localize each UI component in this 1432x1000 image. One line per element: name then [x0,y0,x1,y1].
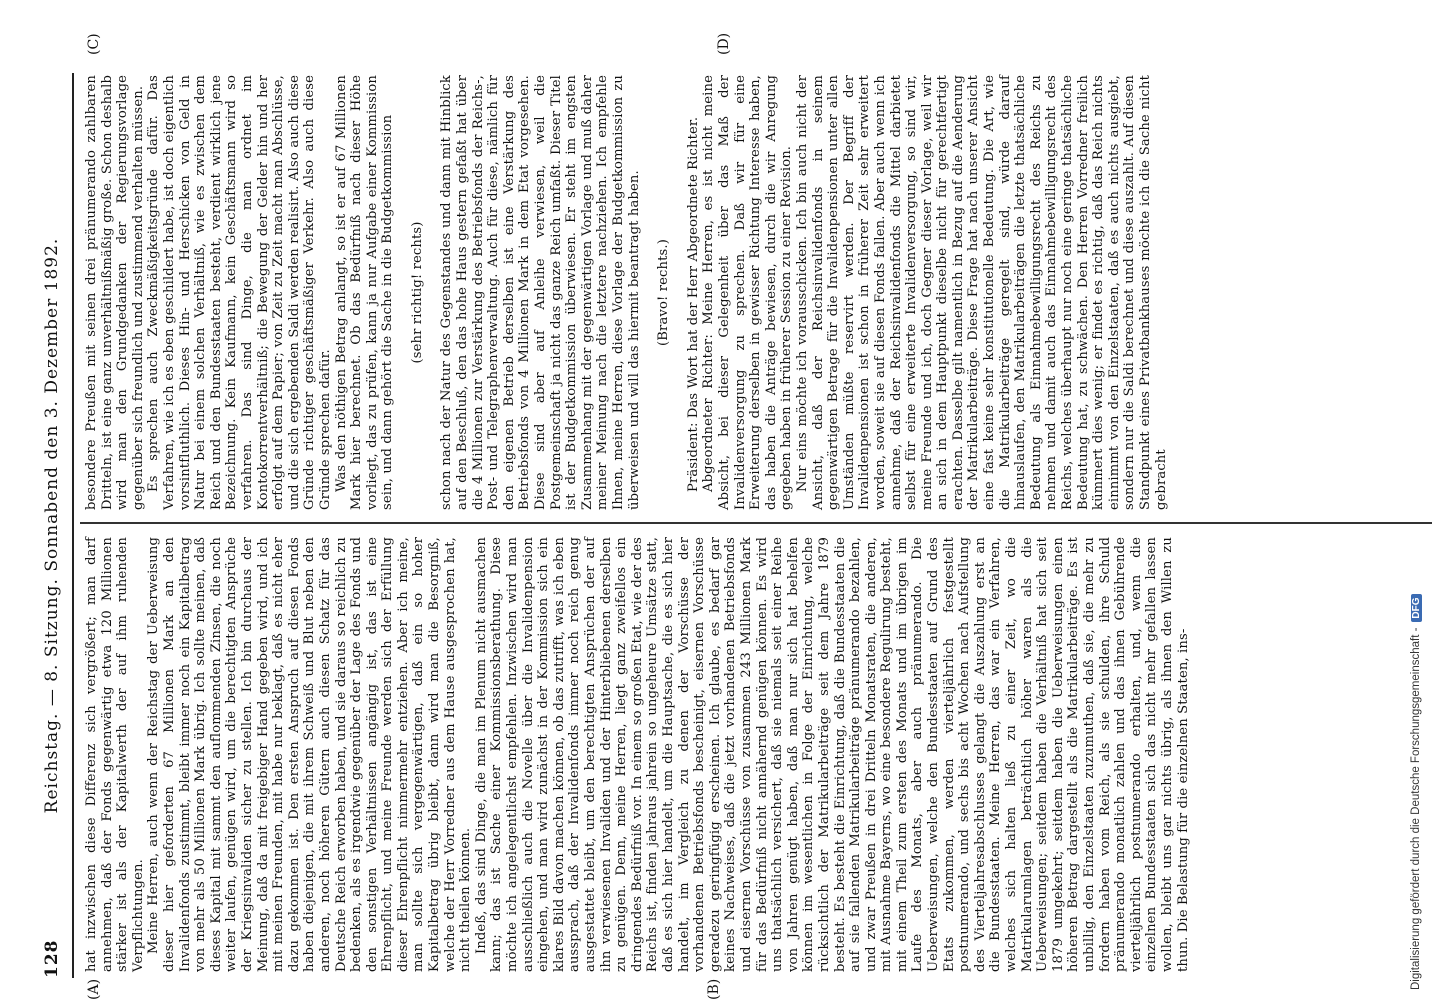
page-number: 128 [42,939,62,978]
interjection: (Bravo! rechts.) [656,239,672,346]
paragraph: Abgeordneter Richter: Meine Herren, es ist nicht meine Absicht, bei dieser Gelegenheit über das Maß der Invalidenversorgung zu sprechen. Daß wir für eine Erweiterung derselben in gewisser Richtung Interesse haben, das haben die Anträge bewiesen, durch die wir Anregung gegeben haben in früherer Session zu einer Revision. [701,75,795,510]
paragraph: Indeß, das sind Dinge, die man im Plenum nicht ausmachen kann; das ist Sache einer Kommissionsberathung. Diese möchte ich angelegentlichst empfehlen. Inzwischen wird man ausschließlich auch die Novelle über die Invalidenpension eingehen, und man wird zunächst in der Kommission sich ein klares Bild davon machen können, ob das zutrifft, was ich eben aussprach, daß der Invalidenfonds immer noch reich genug ausgestattet bleibt, um den berechtigten Ansprüchen der auf ihn verwiesenen Invaliden und der Hinterbliebenen derselben zu genügen. Denn, meine Herren, liegt ganz zweifellos ein dringendes Bedürfniß vor. In einem so großen Etat, wie der des Reichs ist, finden jahraus jahrein so ungeheure Umsätze statt, daß es sich hier handelt, um die Hauptsache, die es sich hier handelt, im Vergleich zu denen der Vorschüsse der vorhandenen Betriebsfonds bescheinigt, eisernen Vorschüsse geradezu geringfügig erscheinen. Ich glaube, es bedarf gar keines Nachweises, daß die jetzt vorhandenen Betriebsfonds und eisernen Vorschüsse von zusammen 243 Millionen Mark für das Bedürfniß nicht annähernd genügen können. Es wird uns thatsächlich versichert, daß sie niemals seit einer Reihe von Jahren genügt haben, daß man nur sich hat behelfen können im wesentlichen in Folge der Einrichtung, welche rücksichtlich der Matrikularbeiträge seit dem Jahre 1879 besteht. Es besteht die Einrichtung, daß die Bundesstaaten die auf sie fallenden Matrikularbeiträge pränumerando bezahlen, und zwar Preußen in drei Dritteln Monatsraten, die anderen, mit Ausnahme Bayerns, wo eine besondere Regulirung besteht, mit einem Theil zum ersten des Monats und im übrigen im Laufe des Monats, aber auch pränumerando. Die Ueberweisungen, welche den Bundesstaaten auf Grund des Etats zukommen, werden vierteljährlich festgestellt postnumerando, und sechs bis acht Wochen nach Aufstellung des Vierteljahresabschlusses gelangt die Auszahlung erst an die Bundesstaaten. Meine Herren, das war ein Verfahren, welches sich halten ließ zu einer Zeit, wo die Matrikularumlagen beträchtlich höher waren als die Ueberweisungen; seitdem haben die Verhältniß hat sich seit 1879 umgekehrt; seitdem haben die Ueberweisungen einen höheren Betrag dargestellt als die Matrikularbeiträge. Es ist unbillig, den Einzelstaaten zuzumuthen, daß sie, die mehr zu fordern haben vom Reich, als sie schulden, ihre Schuld pränumerando monatlich zahlen und das ihnen Gebührende vierteljährlich postnumerando erhalten, und, wenn die einzelnen Bundesstaaten sich das nicht mehr gefallen lassen wollen, bleibt uns gar nichts übrig, als ihnen den Willen zu thun. Die Belastung für die einzelnen Staaten, ins- [473,537,1191,972]
page-header [40,73,70,978]
paragraph: Meine Herren, auch wenn der Reichstag der Ueberweisung dieser hier geforderten 67 Millionen Mark an den Invalidenfonds zustimmt, bleibt immer noch ein Kapitalbetrag von mehr als 50 Millionen Mark übrig. Ich sollte meinen, daß dieses Kapital mit sammt den auflommenden Zinsen, die noch weiter laufen, genügen wird, um die berechtigten Ansprüche der Kriegsinvaliden sicher zu stellen. Ich bin durchaus der Meinung, daß da mit freigebiger Hand gegeben wird, und ich mit meinen Freunden, mit habe nur beklagt, daß es nicht eher dazu gekommen ist. Den ersten Anspruch auf diesen Fonds haben diejenigen, die mit ihrem Schweiß und Blut neben den anderen, noch höheren Gütern auch diesen Schatz für das Deutsche Reich erworben haben, und sie daraus so reichlich zu bedenken, als es irgendwie gegenüber der Lage des Fonds und den sonstigen Verhältnissen angängig ist, das ist eine Ehrenpflicht, und meine Freunde werden sich der Erfüllung dieser Ehrenpflicht nimmermehr entziehen. Aber ich meine, man sollte sich vergegenwärtigen, daß ein so hoher Kapitalbetrag übrig bleibt, dann wird man die Besorgniß, welche der Herr Vorredner aus dem Hause ausgesprochen hat, nicht theilen können. [146,537,474,972]
paragraph: schon nach der Natur des Gegenstandes und dann mit Hinblick auf den Beschluß, den das hohe Haus gestern gefaßt hat über die 4 Millionen zur Verstärkung des Betriebsfonds der Reichs-, Post- und Telegraphenverwaltung. Auch für diese, nämlich für den eigenen Betrieb derselben ist eine Verstärkung des Betriebsfonds von 4 Millionen Mark in dem Etat vorgesehen. Diese sind aber auf Anleihe verwiesen, weil die Postgemeinschaft ja nicht das ganze Reich umfaßt. Dieser Titel ist der Budgetkommission überwiesen. Er steht im engsten Zusammenhang mit der gegenwärtigen Vorlage und muß daher meiner Meinung nach die letztere nachziehen. Ich empfehle Ihnen, meine Herren, diese Vorlage der Budgetkommission zu überweisen und will das hiermit beantragt haben. [439,75,642,510]
header-rule [72,73,74,978]
column-divider [80,523,1432,525]
dfg-logo: DFG [1411,594,1422,621]
margin-mark-b: (B) [706,978,722,1000]
paragraph: Es sprechen auch Zweckmäßigkeitsgründe dafür. Das Verfahren, wie ich es eben geschildert habe, ist doch eigentlich vorsintfluthlich. Dieses Hin- und Herschicken von Geld in Natur bei einem solchen Verhältniß, wie es zwischen dem Reich und den Bundesstaaten besteht, verdient wirklich jene Bezeichnung. Kein Kaufmann, kein Geschäftsmann wird so verfahren. Das sind Dinge, die man ordnet im Kontokorrentverhältniß; die Bewegung der Gelder hin und her erfolgt auf dem Papier; von Zeit zu Zeit macht man Abschlüsse, und die sich ergebenden Saldi werden realisirt. Also auch diese Gründe richtiger geschäftsmäßiger Verkehr. Also auch diese Gründe sprechen dafür. [146,75,333,510]
left-column [84,537,1191,972]
paragraph: Nur eins möchte ich vorausschicken. Ich bin auch nicht der Ansicht, daß der Reichsinvalidenfonds in seinem gegenwärtigen Betrage für die Invalidenpensionen unter allen Umständen müßte reservirt werden. Der Begriff der Invalidenpensionen ist schon in früherer Zeit sehr erweitert worden, soweit sie auf diesen Fonds fallen. Aber auch wenn ich annehme, daß der Reichsinvalidenfonds die Mittel darbietet selbst für eine erweiterte Invalidenversorgung, so sind wir, meine Freunde und ich, doch Gegner dieser Vorlage, weil wir an sich in dem Hauptpunkt dieselbe nicht für gerechtfertigt erachten. Dasselbe gilt namentlich in Bezug auf die Aenderung der Matrikularbeiträge. Diese Frage hat nach unserer Ansicht eine fast keine sehr konstitutionelle Bedeutung. Die Art, wie die Matrikularbeiträge geregelt sind, würde darauf hinauslaufen, den Matrikularbeiträgen die letzte thatsächliche Bedeutung als Einnahmebewilligungsrecht des Reichs zu nehmen und damit auch das Einnahmebewilligungsrecht des Reichs, welches überhaupt nur noch eine geringe thatsächliche Bedeutung hat, zu schwächen. Den Herren Vorredner freilich kümmert dies wenig; er findet es richtig, daß das Reich nichts einnimmt von den Einzelstaaten, daß es auch nichts ausgiebt, sondern nur die Saldi berechnet und diese auszahlt. Auf diesen Standpunkt eines Privatbankhauses möchte ich die Sache nicht gebracht [794,75,1169,510]
credit-text: Digitalisierung gefördert durch die Deutsche Forschungsgemeinschaft - [1410,627,1422,990]
paragraph: hat inzwischen diese Differenz sich vergrößert; man darf annehmen, daß der Fonds gegenwärtig etwa 120 Millionen stärker ist als der Kapitalwerth der auf ihm ruhenden Verpflichtungen. [84,537,146,972]
margin-mark-d: (D) [716,32,732,55]
interjection: (sehr richtig! rechts) [409,221,425,364]
speaker-line: Präsident: Das Wort hat der Herr Abgeordnete Richter. [685,116,701,492]
digitization-credit [1410,10,1430,990]
right-column [84,75,1169,510]
running-title: Reichstag. — 8. Sitzung. Sonnabend den 3. Dezember 1892. [42,237,62,814]
paragraph: Was den nöthigen Betrag anlangt, so ist er auf 67 Millionen Mark hier berechnet. Ob das Bedürfniß nach dieser Höhe vorliegt, das zu prüfen, kann ja nur Aufgabe einer Kommission sein, und dann gehört die Sache in die Budgetkommission [333,75,396,510]
paragraph: besondere Preußen mit seinen drei pränumerando zahlbaren Dritteln, ist eine ganz unverhältnißmäßig große. Schon deshalb wird man den Grundgedanken der Regierungsvorlage gegenüber sich freundlich und zustimmend verhalten müssen. [84,75,146,510]
margin-mark-a: (A) [86,978,102,1000]
margin-mark-c: (C) [86,33,102,55]
